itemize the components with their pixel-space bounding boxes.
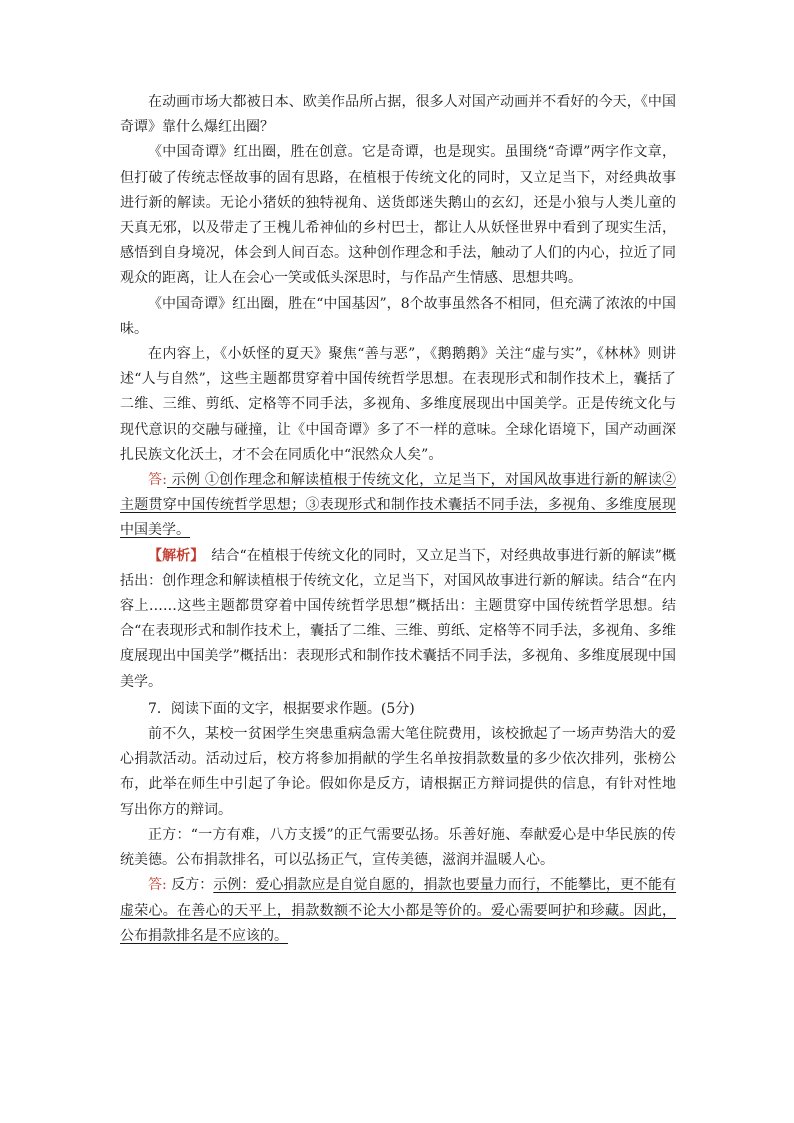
document-page xyxy=(120,90,676,949)
answer-7 xyxy=(120,873,676,949)
passage-paragraph-1: 在动画市场大都被日本、欧美作品所占据，很多人对国产动画并不看好的今天，《中国奇谭》靠什么爆红出圈？ xyxy=(120,94,676,136)
answer-6-text: 示例 ①创作理念和解读植根于传统文化，立足当下，对国风故事进行新的解读② 主题贯穿中国传统哲学思想；③表现形式和制作技术囊括不同手法，多视角、多维度展现中国美学。 xyxy=(120,472,676,539)
passage-paragraph-3: 《中国奇谭》红出圈，胜在“中国基因”，8个故事虽然各不相同，但充满了浓浓的中国味。 xyxy=(120,295,676,337)
answer-label: 答: xyxy=(148,472,167,489)
analysis-6-text: 结合“在植根于传统文化的同时，又立足当下，对经典故事进行新的解读”概括出：创作理念和解读植根于传统文化，立足当下，对国风故事进行新的解读。结合“在内容上……这些主题都贯穿着中国传统哲学思想”概括出：主题贯穿中国传统哲学思想。结合“在表现形式和制作技术上，囊括了二维、三维、剪纸、定格等不同手法，多视角、多维度展现出中国美学”概括出：表现形式和制作技术囊括不同手法，多视角、多维度展现中国美学。 xyxy=(120,547,677,690)
analysis-6 xyxy=(120,544,676,695)
question-7-stem: 7．阅读下面的文字，根据要求作题。(5分) xyxy=(148,700,415,717)
analysis-label: 【解析】 xyxy=(148,547,198,564)
passage-paragraph-2: 《中国奇谭》红出圈，胜在创意。它是奇谭，也是现实。虽围绕“奇谭”两字作文章，但打破了传统志怪故事的固有思路，在植根于传统文化的同时，又立足当下，对经典故事进行新的解读。无论小猪妖的独特视角、送货郎迷失鹅山的玄幻，还是小狼与人类儿童的天真无邪，以及带走了王槐儿希神仙的乡村巴士，都让人从妖怪世界中看到了现实生活，感悟到自身境况，体会到人间百态。这种创作理念和手法，触动了人们的内心，拉近了同观众的距离，让人在会心一笑或低头深思时，与作品产生情感、思想共鸣。 xyxy=(120,144,676,287)
answer-label: 答: xyxy=(148,877,167,894)
question-7-paragraph-2: 正方：“一方有难，八方支援”的正气需要弘扬。乐善好施、奉献爱心是中华民族的传统美德。公布捐款排名，可以弘扬正气，宣传美德，滋润并温暖人心。 xyxy=(120,826,676,869)
answer-7-prefix: 反方： xyxy=(166,877,214,894)
passage-paragraph-4: 在内容上，《小妖怪的夏天》聚焦“善与恶”，《鹅鹅鹅》关注“虚与实”，《林林》则讲述“人与自然”，这些主题都贯穿着中国传统哲学思想。在表现形式和制作技术上，囊括了二维、三维、剪纸、定格等不同手法，多视角、多维度展现出中国美学。正是传统文化与现代意识的交融与碰撞，让《中国奇谭》多了不一样的意味。全球化语境下，国产动画深扎民族文化沃土，才不会在同质化中“泯然众人矣”。 xyxy=(120,346,676,463)
question-7-paragraph-1: 前不久，某校一贫困学生突患重病急需大笔住院费用，该校掀起了一场声势浩大的爱心捐款活动。活动过后，校方将参加捐献的学生名单按捐款数量的多少依次排列，张榜公布，此举在师生中引起了争论。假如你是反方，请根据正方辩词提供的信息，有针对性地写出你方的辩词。 xyxy=(120,726,676,818)
answer-7-text: 示例：爱心捐款应是自觉自愿的，捐款也要量力而行，不能攀比，更不能有虚荣心。在善心的天平上，捐款数额不论大小都是等价的。爱心需要呵护和珍藏。因此，公布捐款排名是不应该的。 xyxy=(120,877,677,944)
answer-6 xyxy=(120,468,676,544)
